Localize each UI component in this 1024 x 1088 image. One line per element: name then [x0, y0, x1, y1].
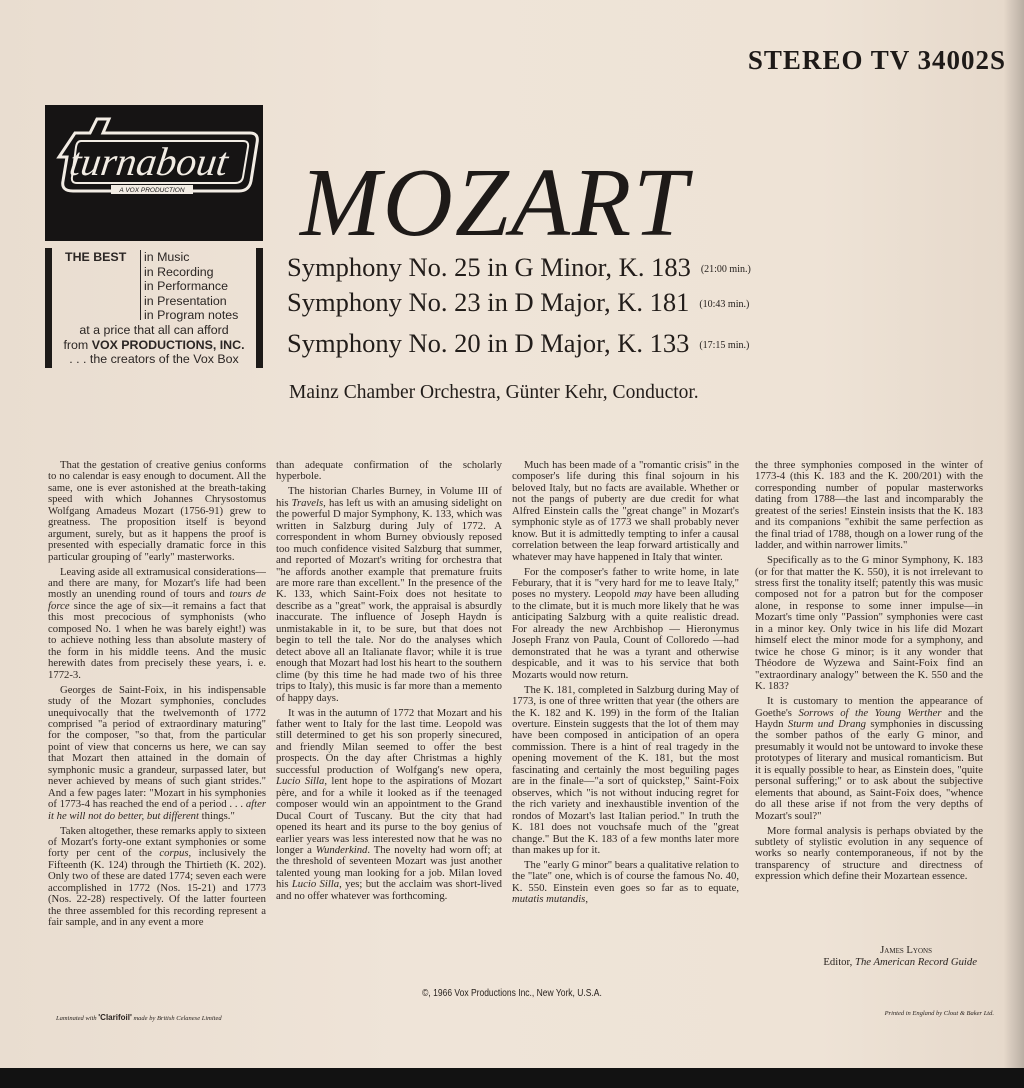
paragraph-text: That the gestation of creative genius conforms to no calendar is easy enough to document. All the same, one is ever astonished at the breath-taking speed with which Johannes Chrysostomus Wolfgang Amadeus Mozart (1756-91) grew to greatness. The proposition itself is beyond argument, surely, but as it happens the proof is presented with especially dramatic force in this particular grouping of "early" masterworks. — [48, 459, 266, 563]
notes-paragraph — [512, 567, 739, 682]
notes-paragraph — [512, 860, 739, 906]
notes-paragraph — [755, 826, 983, 883]
notes-column-4 — [755, 460, 983, 886]
work-duration: (10:43 min.) — [699, 298, 750, 310]
work-title — [287, 252, 751, 285]
work-name: Symphony No. 23 in D Major, K. 181 — [287, 287, 690, 317]
tagline-company: VOX PRODUCTIONS, INC. — [91, 337, 245, 352]
paragraph-text: since the age of six—it remains a fact that this most precocious of symphonists (who composed No. 1 when he was barely eight!) was to achieve nothing less than absolute mastery of the form in his middle teens. And the music herewith dates from precisely these years, i. e. 1772-3. — [48, 599, 266, 681]
paragraph-text: Taken altogether, these remarks apply to sixteen of Mozart's forty-one extant symphonies or some forty per cent of the — [48, 824, 266, 860]
paragraph-text: , — [585, 893, 589, 906]
italic-text: corpus — [159, 847, 189, 860]
tagline-item: in Music — [144, 250, 190, 264]
lamination-prefix: Laminated with — [56, 1015, 99, 1022]
notes-column-1 — [48, 460, 266, 932]
tagline-item: in Program notes — [144, 308, 239, 322]
notes-paragraph — [276, 460, 502, 483]
catalog-number: STEREO TV 34002S — [747, 45, 1006, 75]
turnabout-logo-icon — [45, 105, 263, 241]
paragraph-text: The historian Charles Burney, in Volume III of his — [276, 485, 502, 509]
paragraph-text: the three symphonies composed in the winter of 1773-4 (this K. 183 and the K. 200/201) with the corresponding number of popular masterworks dating from 1788—the last and incomparably the greatest of the series! Einstein insists that the K. 183 and its companions "exhibit the same perfection as the final triad of 1788, though on a lower rung of the ladder, and within narrower limits." — [755, 459, 983, 552]
notes-paragraph — [48, 460, 266, 563]
italic-text: mutatis mutandis — [512, 893, 586, 906]
tagline-divider — [140, 250, 141, 320]
paragraph-text: symphonies in discussing the somber pathos of the early G minor, and presumably it would not be untoward to invoke these prototypes of literary and musical romanticism. But it is equally possible to hear, as Einstein does, "quite personal suffering;" or to ask about the subjective elements that abound, as Saint-Foix does, "whence do all these arise if not from the very depths of Mozart's soul?" — [755, 717, 983, 822]
paragraph-text: than adequate confirmation of the scholarly hyperbole. — [276, 459, 502, 483]
sleeve-edge-shadow — [0, 1068, 1024, 1088]
notes-paragraph — [755, 696, 983, 822]
paragraph-text: It is customary to mention the appearance of Goethe's — [755, 695, 983, 719]
author-role — [755, 956, 977, 968]
italic-text: after it he will not do better, but different — [48, 798, 266, 822]
lamination-suffix: made by British Celanese Limited — [131, 1015, 222, 1022]
italic-text: Lucio Silla — [276, 775, 325, 788]
vox-tagline-box — [45, 248, 263, 368]
performers: Mainz Chamber Orchestra, Günter Kehr, Conductor. — [289, 382, 699, 403]
work-title — [287, 287, 749, 320]
italic-text: Lucio Silla — [291, 878, 340, 891]
notes-paragraph — [48, 826, 266, 929]
work-name: Symphony No. 25 in G Minor, K. 183 — [287, 252, 691, 282]
paragraph-text: Much has been made of a "romantic crisis" in the composer's life during this final sojourn in his beloved Italy, but no facts are available. Whether or not the pangs of puberty are due credit for what Alfred Einstein calls the "great change" in Mozart's symphonic style as of 1773 we shall probably never know. But it is admittedly tempting to infer a causal correlation between the leap forward artistically and whatever may have happened in Italy that winter. — [512, 459, 739, 563]
tagline-item: in Performance — [144, 279, 229, 293]
notes-column-2 — [276, 460, 502, 906]
paragraph-text: Leaving aside all extramusical considerations—and there are many, for Mozart's life had been mostly an unending round of tours and — [48, 565, 266, 601]
lamination-credit — [56, 1013, 222, 1024]
italic-text: may — [634, 588, 652, 601]
paragraph-text: , lent hope to the aspirations of Mozart père, and for a while it looked as if the teenaged composer would win an appointment to the Grand Ducal Court of Tuscany. But the city that had opened its heart and its purse to the boy genius of earlier years was less interested now that he was no longer a — [276, 775, 502, 856]
tagline-price: at a price that all can afford — [79, 323, 229, 337]
notes-paragraph — [276, 708, 502, 903]
italic-text: Wunderkind — [315, 843, 368, 856]
paragraph-text: More formal analysis is perhaps obviated by the subtlety of stylistic evolution in any sequence of works so nearly contemporaneous, if not by the transparency of structure and directness of expression which define their Mozartean essence. — [755, 824, 983, 883]
italic-text: Sturm und Drang — [787, 717, 867, 730]
paragraph-text: things." — [199, 809, 235, 822]
paragraph-text: , inclusively the Fifteenth (K. 124) through the Thirtieth (K. 202). Only two of these are dated 1774; seven each were accomplished in 1772 (Nos. 15-21) and 1773 (Nos. 22-28) respectively. Of the latter fourteen the three assembled for this recording represent a fair sample, and in any event a more — [48, 847, 266, 929]
work-name: Symphony No. 20 in D Major, K. 133 — [287, 328, 690, 358]
work-duration: (17:15 min.) — [699, 339, 750, 351]
notes-column-3 — [512, 460, 739, 909]
paragraph-text: Specifically as to the G minor Symphony, K. 183 (or for that matter the K. 550), it is not irrelevant to stress first the tonality itself; patently this was music composed not for a patron but for the composer alone, in response to some inner impulse—in Mozart's time only "Passion" symphonies were cast in a minor key. Only twice in his life did Mozart himself elect the minor mode for a symphony, and twice he chose G minor; is it any wonder that Théodore de Wyzewa and Saint-Foix find an "extraordinary analogy" between the K. 550 and the K. 183? — [755, 554, 983, 693]
italic-text: tours de force — [48, 588, 267, 612]
tagline-lead: THE BEST — [65, 250, 127, 264]
paragraph-text: , has left us with an amusing sidelight on the powerful D major Symphony, K. 133, which was written in Salzburg during July of 1772. A correspondent in whom Burney obviously reposed too much confidence visited Salzburg that summer, and reported of Mozart's writing for orchestra that "he affords another example that premature fruits are more rare than excellent." In the presence of the K. 133, which Saint-Foix does not hesitate to describe as a "great" work, the appraisal is absurdly inaccurate. The influence of Joseph Haydn is unmistakable in it, to be sure, but that does not begin to tell the tale. Nor do the analyses which detect above all an Italianate flavor; while it is true enough that Mozart had lost his heart to the southern clime (by this time he had made two of his three trips to Italy), this music is far more than a memento of happy days. — [276, 496, 502, 704]
publication-name: The American Record Guide — [855, 956, 977, 968]
work-duration: (21:00 min.) — [700, 263, 751, 275]
logo-wordmark: turnabout — [67, 139, 232, 184]
notes-paragraph — [755, 555, 983, 692]
paragraph-text: Georges de Saint-Foix, in his indispensable study of the Mozart symphonies, concludes unequivocally that the twelvemonth of 1772 comprised "a period of extraordinary maturing" for the composer, "so that, from the particular point of view that concerns us here, we can say that Mozart then attained in the domain of symphonic music a grandeur, surpassed later, but never achieved by means of such giant strides." And a few pages later: "Mozart in his symphonies of 1773-4 has reached the end of a period . . . — [48, 683, 266, 811]
tagline-from: from — [63, 337, 92, 352]
tagline-voxbox: . . . the creators of the Vox Box — [69, 352, 239, 366]
paragraph-text: have been alluding to the climate, but it is much more likely that he was anticipating Salzburg with a quite realistic dread. For already the new Archbishop — Hieronymus Joseph Franz von Paula, Count of Colloredo —had demonstrated that he was a tyrant and otherwise despicable, and it was to his service that both Mozarts would now return. — [512, 588, 739, 681]
author-title: Editor, — [823, 956, 855, 968]
paragraph-text: . The novelty had worn off; at the threshold of seventeen Mozart was just another talented young man looking for a job. Milan loved his — [276, 843, 503, 891]
notes-paragraph — [512, 685, 739, 857]
paragraph-text: It was in the autumn of 1772 that Mozart and his father went to Italy for the last time. Leopold was still determined to get his son properly sinecured, and friendly Milan seemed to offer the best prospects. On the day after Christmas a highly successful production of Wolfgang's new opera, — [276, 706, 502, 776]
printer-credit: Printed in England by Clout & Baker Ltd. — [884, 1010, 994, 1017]
logo-subtitle: A VOX PRODUCTION — [119, 187, 185, 194]
italic-text: Travels — [291, 496, 324, 509]
author-name: James Lyons — [880, 944, 932, 956]
notes-paragraph — [48, 567, 266, 682]
work-title — [287, 328, 749, 361]
tagline-item: in Recording — [144, 264, 214, 279]
lamination-brand: 'Clarifoil' — [98, 1013, 132, 1022]
italic-text: Sorrows of the Young Werther — [798, 706, 942, 719]
paragraph-text: The "early G minor" bears a qualitative relation to the "late" one, which is of course the famous No. 40, K. 550. Einstein even goes so far as to equate, — [512, 858, 739, 894]
tagline-vox — [45, 338, 263, 352]
paragraph-text: The K. 181, completed in Salzburg during May of 1773, is one of three written that year (the others are the K. 182 and K. 199) in the form of the Italian overture. Einstein suggests that the lot of them may have been composed in anticipation of an opera commission. There is a hint of real tragedy in the opening movement of the K. 181, but the most fascinating and certainly the most beguiling pages are in the finale—"a sort of quickstep," Saint-Foix observes, which "is not without inducing regret for the rich variety and inexhaustible invention of the rondos of Mozart's last Italian period." In truth the K. 181 does not vouchsafe much of the "great change." But the K. 183 of a few months later more than makes up for it. — [512, 683, 739, 856]
copyright-notice: ©, 1966 Vox Productions Inc., New York, U.S.A. — [422, 988, 602, 999]
paragraph-text: , yes; but the acclaim was short-lived and no offer whatever was forthcoming. — [276, 878, 502, 902]
paragraph-text: For the composer's father to write home, in late Feburary, that it is "very hard for me to leave Italy," poses no mystery. Leopold — [512, 565, 739, 601]
composer-title: MOZART — [300, 149, 690, 256]
notes-paragraph — [755, 460, 983, 552]
signature — [755, 944, 977, 968]
notes-paragraph — [512, 460, 739, 563]
paragraph-text: and the Haydn — [755, 706, 983, 730]
notes-paragraph — [276, 486, 502, 704]
turnabout-logo — [45, 105, 263, 241]
tagline-item: in Presentation — [144, 293, 227, 308]
notes-paragraph — [48, 685, 266, 822]
